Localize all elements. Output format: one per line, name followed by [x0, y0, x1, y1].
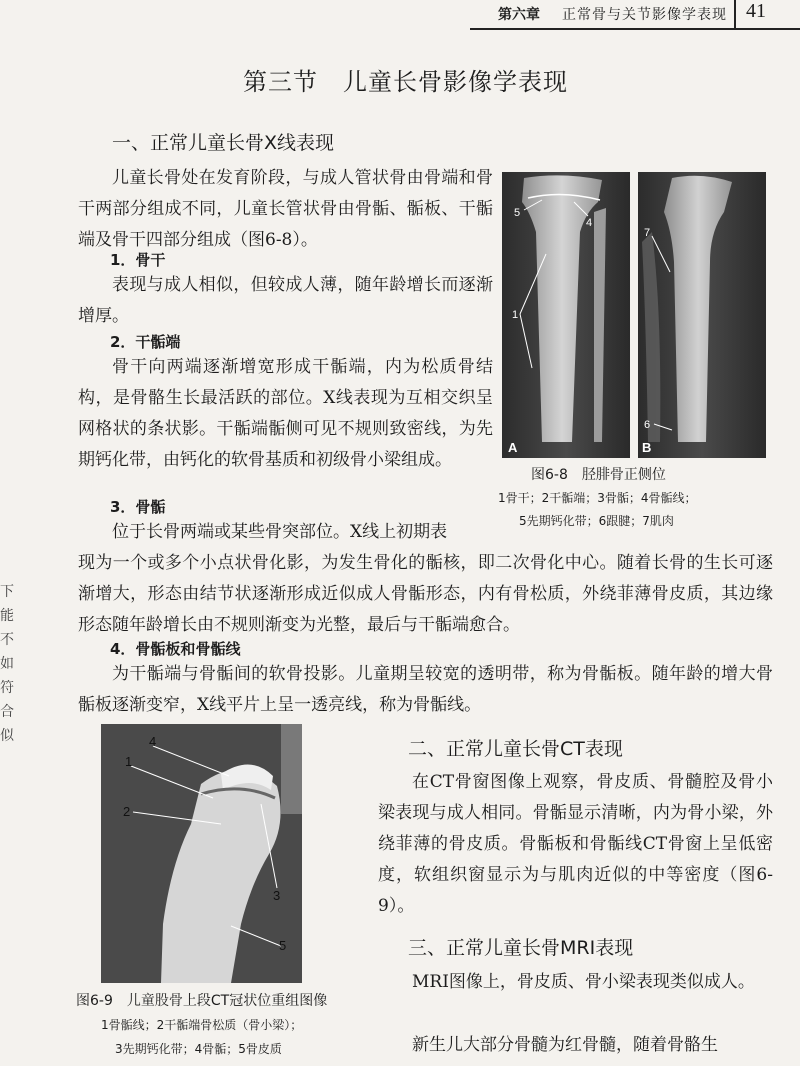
subheading-growth-plate: 4．骨骺板和骨骺线: [110, 640, 241, 658]
figure-6-9-ct-image: [101, 724, 302, 983]
label-6: 6: [644, 419, 651, 431]
panel-a-letter: A: [508, 440, 518, 455]
mri-paragraph-a: MRI图像上，骨皮质、骨小梁表现类似成人。: [412, 972, 755, 992]
section-title: 第三节 儿童长骨影像学表现: [243, 68, 568, 96]
panel-b-letter: B: [642, 440, 652, 455]
subheading-diaphysis: 1．骨干: [110, 251, 166, 269]
metaphysis-paragraph: 骨干向两端逐渐增宽形成干骺端，内为松质骨结构，是骨骼生长最活跃的部位。X线表现为互相交织呈网格状的条状影。干骺端骺侧可见不规则致密线，为先期钙化带，由钙化的软骨基质和初级骨小梁组成。: [78, 357, 493, 470]
ct-label-3: 3: [273, 888, 281, 903]
figure-6-8-note-line2: 5先期钙化带；6跟腱；7肌肉: [519, 514, 674, 528]
growth-plate-paragraph: 为干骺端与骨骺间的软骨投影。儿童期呈较宽的透明带，称为骨骺板。随年龄的增大骨骺板逐渐变窄，X线平片上呈一透亮线，称为骨骺线。: [78, 664, 773, 715]
xray-intro-paragraph: 儿童长骨处在发育阶段，与成人管状骨由骨端和骨干两部分组成不同，儿童长管状骨由骨骺、骺板、干骺端及骨干四部分组成（图6-8）。: [78, 168, 493, 250]
figure-6-8-caption: 图6-8 胫腓骨正侧位: [531, 467, 666, 483]
margin-text-line: 似: [0, 728, 14, 744]
diaphysis-paragraph: 表现与成人相似，但较成人薄，随年龄增长而逐渐增厚。: [78, 275, 493, 326]
ct-label-1: 1: [125, 754, 133, 769]
page-number: 41: [746, 0, 766, 22]
bleed-through-texture: [100, 38, 632, 63]
ct-label-2: 2: [123, 804, 131, 819]
heading-xray: 一、正常儿童长骨X线表现: [112, 132, 335, 154]
heading-ct: 二、正常儿童长骨CT表现: [408, 738, 623, 760]
figure-6-8-radiograph: [502, 172, 766, 458]
epiphysis-paragraph-b: 现为一个或多个小点状骨化影，为发生骨化的骺核，即二次骨化中心。随着长骨的生长可逐渐增大，形态由结节状逐渐形成近似成人骨骺形态，内有骨松质，外绕菲薄骨皮质，其边缘形态随年龄增长由不规则渐变为光整，最后与干骺端愈合。: [78, 553, 773, 635]
margin-text-line: 符合: [0, 680, 14, 720]
figure-6-9-note-line1: 1骨骺线；2干骺端骨松质（骨小梁）；: [101, 1018, 303, 1032]
subheading-epiphysis: 3．骨骺: [110, 498, 166, 516]
header-divider: [734, 0, 736, 28]
tibia-fibula-xray: [502, 172, 766, 458]
label-1: 1: [512, 309, 519, 321]
subheading-metaphysis: 2．干骺端: [110, 333, 181, 351]
ct-label-4: 4: [149, 734, 157, 749]
chapter-title: 正常骨与关节影像学表现: [562, 7, 727, 23]
mri-paragraph-b: 新生儿大部分骨髓为红骨髓，随着骨骼生: [412, 1035, 718, 1055]
epiphysis-paragraph-a: 位于长骨两端或某些骨突部位。X线上初期表: [112, 522, 448, 542]
margin-text-line: 下能: [0, 584, 14, 624]
margin-text-line: 不如: [0, 632, 14, 672]
ct-paragraph: 在CT骨窗图像上观察，骨皮质、骨髓腔及骨小梁表现与成人相同。骨骺显示清晰，内为骨小梁，外绕菲薄的骨皮质。骨骺板和骨骺线CT骨窗上呈低密度，软组织窗显示为与肌肉近似的中等密度（图6-9）。: [378, 772, 773, 916]
figure-6-9-note-line2: 3先期钙化带；4骨骺；5骨皮质: [115, 1042, 282, 1056]
femur-ct-coronal: [101, 724, 302, 983]
heading-mri: 三、正常儿童长骨MRI表现: [408, 937, 634, 959]
label-7: 7: [644, 227, 651, 239]
running-header: [470, 0, 800, 30]
header-rule: [470, 28, 800, 30]
facing-page-fragment: [0, 580, 18, 748]
ct-label-5: 5: [279, 938, 287, 953]
label-5: 5: [514, 207, 521, 219]
figure-6-9-caption: 图6-9 儿童股骨上段CT冠状位重组图像: [76, 993, 328, 1009]
figure-6-8-note-line1: 1骨干；2干骺端；3骨骺；4骨骺线；: [498, 491, 697, 505]
label-4: 4: [586, 217, 593, 229]
chapter-number: 第六章: [498, 7, 540, 23]
